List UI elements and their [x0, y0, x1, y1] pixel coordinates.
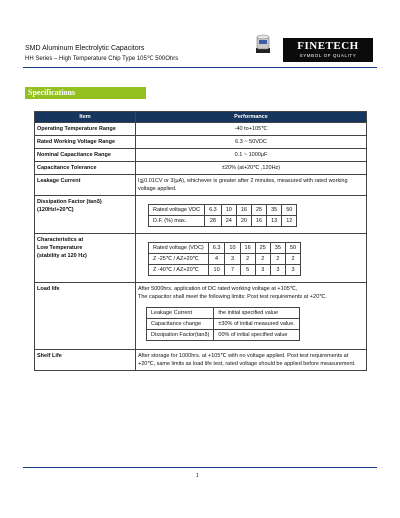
subtable-cell: 35: [270, 243, 285, 254]
header-rule: [23, 67, 377, 68]
table-row: [35, 283, 367, 350]
column-header-performance: Performance: [136, 112, 367, 123]
subtable-cell: 25: [255, 243, 270, 254]
subtable-cell: 10: [225, 243, 240, 254]
performance-cell: After storage for 1000hrs. at +105℃ with no voltage applied. Post test requirements at +20℃, same limits as load life test, rated voltage should be applied before measurement.: [136, 350, 367, 371]
subtable-cell: 35: [267, 205, 282, 216]
subtable-cell: 2: [240, 254, 255, 265]
specifications-table: [34, 111, 367, 371]
load-life-text: After 5000hrs. application of DC rated working voltage at +105℃,: [138, 286, 298, 292]
subtable-cell: 3: [285, 265, 300, 276]
table-row: [35, 175, 367, 196]
performance-cell: -40 to+105℃: [136, 123, 367, 136]
item-cell: Load life: [35, 283, 136, 350]
subtable-cell: 28: [205, 216, 222, 227]
logo-text: FINETECH: [297, 40, 359, 52]
subtable-cell: ±30% of initial measured value.: [214, 319, 299, 330]
subtable-cell: 2: [270, 254, 285, 265]
subtable-cell: 20: [236, 216, 251, 227]
item-cell: Operating Temperature Range: [35, 123, 136, 136]
document-title: SMD Aluminum Electrolytic Capacitors: [25, 45, 145, 52]
subtable-cell: 16: [236, 205, 251, 216]
item-cell: Nominal Capacitance Range: [35, 149, 136, 162]
item-line: Characteristics at: [37, 237, 84, 243]
performance-cell: [136, 196, 367, 234]
subtable-cell: Rated voltage (VDC): [149, 243, 209, 254]
subtable-cell: 10: [208, 265, 225, 276]
subtable-cell: 3: [255, 265, 270, 276]
subtable-cell: Leakage Current: [147, 308, 214, 319]
subtable-cell: 4: [208, 254, 225, 265]
capacitor-image: [255, 34, 271, 54]
subtable-cell: Rated voltage VDC: [149, 205, 205, 216]
item-line: (stability at 120 Hz): [37, 253, 87, 259]
subtable-cell: Z -25℃ / AZ+20℃: [149, 254, 209, 265]
company-logo: [283, 38, 373, 62]
table-row: [35, 123, 367, 136]
subtable-cell: 50: [282, 205, 297, 216]
performance-cell: [136, 283, 367, 350]
section-label-specifications: Specifications: [25, 87, 146, 99]
item-cell: Rated Working Voltage Range: [35, 136, 136, 149]
performance-cell: I≦0.01CV or 3(μA), whichever is greater after 2 minutes, measured with rated working voltage applied.: [136, 175, 367, 196]
subtable-cell: 16: [252, 216, 267, 227]
item-line: (120Hz\+20℃): [37, 207, 74, 213]
table-row: [35, 196, 367, 234]
logo-tagline: SYMBOL OF QUALITY: [299, 53, 357, 58]
column-header-item: Item: [35, 112, 136, 123]
subtable-row: [149, 205, 297, 216]
subtable-cell: 13: [267, 216, 282, 227]
performance-cell: 6.3 ~ 50VDC: [136, 136, 367, 149]
performance-cell: 0.1 ~ 1000μF: [136, 149, 367, 162]
subtable-cell: 50: [285, 243, 300, 254]
performance-cell: ±20% (at+20℃ ,120Hz): [136, 162, 367, 175]
table-row: [35, 149, 367, 162]
subtable-cell: 16: [240, 243, 255, 254]
item-line: Low Temperature: [37, 245, 83, 251]
subtable-cell: Z -40℃ / AZ+20℃: [149, 265, 209, 276]
subtable-cell: 3: [270, 265, 285, 276]
subtable-cell: 5: [240, 265, 255, 276]
subtable-cell: 2: [255, 254, 270, 265]
table-row: [35, 350, 367, 371]
table-row: [35, 136, 367, 149]
page-number: 1: [196, 473, 199, 479]
subtable-cell: 6.3: [208, 243, 225, 254]
low-temperature-subtable: [148, 242, 301, 276]
table-header-row: [35, 112, 367, 123]
subtable-cell: 00% of initial specified value: [214, 330, 299, 341]
subtable-cell: 10: [221, 205, 236, 216]
subtable-cell: 25: [252, 205, 267, 216]
item-cell: Shelf Life: [35, 350, 136, 371]
subtable-cell: the initial specified value: [214, 308, 299, 319]
subtable-row: [149, 243, 301, 254]
load-life-text: The capacitor shall meet the following limits: Post test requirements at +20℃.: [138, 294, 327, 300]
item-cell: Leakage Current: [35, 175, 136, 196]
dissipation-subtable: [148, 204, 297, 227]
subtable-cell: 3: [225, 254, 240, 265]
subtable-row: [149, 216, 297, 227]
subtable-cell: D.F. (%) max.: [149, 216, 205, 227]
performance-cell: [136, 234, 367, 283]
document-subtitle: HH Series – High Temperature Chip Type 105℃ 500Ohrs: [25, 56, 179, 62]
subtable-cell: 7: [225, 265, 240, 276]
subtable-cell: 24: [221, 216, 236, 227]
item-cell: Capacitance Tolerance: [35, 162, 136, 175]
subtable-cell: 2: [285, 254, 300, 265]
subtable-cell: 12: [282, 216, 297, 227]
subtable-row: [147, 319, 300, 330]
item-cell: [35, 234, 136, 283]
subtable-cell: 6.3: [205, 205, 222, 216]
footer-rule: [23, 467, 377, 468]
subtable-row: [149, 254, 301, 265]
load-life-subtable: [146, 307, 300, 341]
subtable-cell: Dissipation Factor(tanδ): [147, 330, 214, 341]
subtable-row: [147, 308, 300, 319]
table-row: [35, 162, 367, 175]
subtable-cell: Capacitance change: [147, 319, 214, 330]
item-cell: [35, 196, 136, 234]
item-line: Dissipation Factor (tanδ): [37, 199, 102, 205]
subtable-row: [147, 330, 300, 341]
table-row: [35, 234, 367, 283]
subtable-row: [149, 265, 301, 276]
